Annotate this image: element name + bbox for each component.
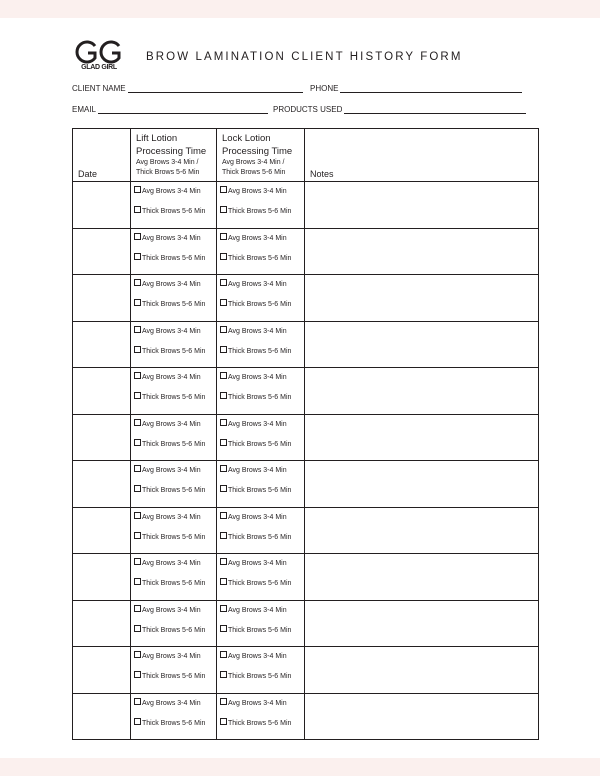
lift-lotion-thick-option[interactable]: [131, 388, 216, 408]
date-cell[interactable]: [73, 321, 131, 368]
lift-lotion-avg-option[interactable]: [131, 647, 216, 667]
gg-monogram-icon: [74, 40, 124, 64]
lock-lotion-options: [217, 461, 305, 508]
table-row: [73, 554, 539, 601]
notes-header: Notes: [305, 129, 539, 182]
checkbox-icon[interactable]: [220, 279, 227, 286]
date-cell[interactable]: [73, 461, 131, 508]
option-label: Avg Brows 3-4 Min: [228, 467, 287, 474]
lock-lotion-header: [217, 129, 305, 182]
lift-lotion-options: [131, 461, 217, 508]
option-label: Thick Brows 5-6 Min: [142, 719, 206, 727]
option-label: Avg Brows 3-4 Min: [142, 513, 201, 521]
notes-cell[interactable]: [305, 693, 539, 740]
checkbox-icon[interactable]: [220, 233, 227, 240]
lift-lotion-thick-option[interactable]: [131, 202, 216, 222]
option-label: Thick Brows 5-6 Min: [228, 347, 292, 355]
checkbox-icon[interactable]: [134, 605, 141, 612]
client-name-line[interactable]: [128, 84, 303, 93]
notes-cell[interactable]: [305, 275, 539, 322]
lift-lotion-options: [131, 414, 217, 461]
lock-lotion-thick-option[interactable]: [217, 528, 304, 548]
lock-lotion-options: [217, 182, 305, 229]
checkbox-icon[interactable]: [220, 419, 227, 426]
date-cell[interactable]: [73, 693, 131, 740]
lock-lotion-avg-option[interactable]: [217, 182, 304, 202]
option-label: Thick Brows 5-6 Min: [142, 626, 206, 634]
checkbox-icon[interactable]: [134, 186, 141, 193]
checkbox-icon[interactable]: [134, 346, 141, 353]
header-row: [73, 129, 539, 182]
checkbox-icon[interactable]: [220, 299, 227, 306]
date-header: Date: [73, 129, 131, 182]
lift-lotion-thick-option[interactable]: [131, 528, 216, 548]
checkbox-icon[interactable]: [134, 299, 141, 306]
option-label: Thick Brows 5-6 Min: [142, 347, 206, 355]
option-label: Avg Brows 3-4 Min: [228, 420, 287, 428]
lock-lotion-thick-option[interactable]: [217, 574, 304, 594]
notes-cell[interactable]: [305, 368, 539, 415]
checkbox-icon[interactable]: [220, 326, 227, 333]
lock-lotion-options: [217, 228, 305, 275]
lock-lotion-thick-option[interactable]: [217, 342, 304, 362]
lock-lotion-avg-option[interactable]: [217, 554, 304, 574]
lift-lotion-options: [131, 182, 217, 229]
checkbox-icon[interactable]: [220, 206, 227, 213]
option-label: Thick Brows 5-6 Min: [142, 487, 206, 494]
date-cell[interactable]: [73, 275, 131, 322]
lift-lotion-options: [131, 368, 217, 415]
lock-lotion-avg-option[interactable]: [217, 229, 304, 249]
option-label: Avg Brows 3-4 Min: [142, 374, 201, 381]
lift-lotion-avg-option[interactable]: [131, 322, 216, 342]
glad-girl-logo: [74, 40, 124, 76]
date-cell[interactable]: [73, 182, 131, 229]
lift-lotion-avg-option[interactable]: [131, 694, 216, 714]
option-label: Avg Brows 3-4 Min: [142, 188, 201, 195]
option-label: Thick Brows 5-6 Min: [228, 626, 292, 634]
lift-lotion-options: [131, 507, 217, 554]
lock-lotion-subtitle: Avg Brows 3-4 Min / Thick Brows 5-6 Min: [222, 159, 286, 176]
table-row: [73, 461, 539, 508]
lock-lotion-options: [217, 414, 305, 461]
option-label: Avg Brows 3-4 Min: [228, 606, 287, 614]
option-label: Avg Brows 3-4 Min: [228, 188, 287, 195]
lift-lotion-avg-option[interactable]: [131, 554, 216, 574]
phone-field[interactable]: [310, 84, 522, 93]
date-cell[interactable]: [73, 368, 131, 415]
lift-lotion-subtitle: Avg Brows 3-4 Min / Thick Brows 5-6 Min: [136, 159, 200, 176]
option-label: Thick Brows 5-6 Min: [228, 394, 292, 401]
lock-lotion-avg-option[interactable]: [217, 508, 304, 528]
lift-lotion-options: [131, 554, 217, 601]
option-label: Thick Brows 5-6 Min: [142, 533, 206, 541]
option-label: Thick Brows 5-6 Min: [142, 394, 206, 401]
checkbox-icon[interactable]: [220, 532, 227, 539]
date-cell[interactable]: [73, 228, 131, 275]
option-label: Thick Brows 5-6 Min: [142, 580, 206, 587]
lift-lotion-avg-option[interactable]: [131, 182, 216, 202]
lock-lotion-options: [217, 321, 305, 368]
notes-cell[interactable]: [305, 228, 539, 275]
checkbox-icon[interactable]: [220, 439, 227, 446]
checkbox-icon[interactable]: [220, 578, 227, 585]
option-label: Avg Brows 3-4 Min: [228, 281, 287, 288]
option-label: Avg Brows 3-4 Min: [142, 420, 201, 428]
checkbox-icon[interactable]: [134, 532, 141, 539]
lock-lotion-thick-option[interactable]: [217, 388, 304, 408]
option-label: Thick Brows 5-6 Min: [142, 208, 206, 215]
option-label: Thick Brows 5-6 Min: [228, 254, 292, 262]
checkbox-icon[interactable]: [134, 419, 141, 426]
lift-lotion-avg-option[interactable]: [131, 601, 216, 621]
phone-label: PHONE: [310, 84, 339, 93]
option-label: Thick Brows 5-6 Min: [142, 673, 206, 680]
checkbox-icon[interactable]: [220, 485, 227, 492]
logo-wordmark: GLAD GIRL: [81, 64, 117, 71]
table-row: [73, 368, 539, 415]
table-row: [73, 321, 539, 368]
lock-lotion-options: [217, 507, 305, 554]
lift-lotion-thick-option[interactable]: [131, 342, 216, 362]
option-label: Thick Brows 5-6 Min: [228, 719, 292, 727]
lift-lotion-avg-option[interactable]: [131, 368, 216, 388]
checkbox-icon[interactable]: [134, 439, 141, 446]
lift-lotion-thick-option[interactable]: [131, 295, 216, 315]
option-label: Avg Brows 3-4 Min: [142, 327, 201, 335]
table-row: [73, 507, 539, 554]
lock-lotion-options: [217, 647, 305, 694]
option-label: Avg Brows 3-4 Min: [228, 513, 287, 521]
table-row: [73, 693, 539, 740]
notes-cell[interactable]: [305, 182, 539, 229]
lift-lotion-thick-option[interactable]: [131, 435, 216, 455]
checkbox-icon[interactable]: [134, 558, 141, 565]
lock-lotion-avg-option[interactable]: [217, 694, 304, 714]
lift-lotion-title: Lift Lotion Processing Time: [136, 133, 207, 157]
option-label: Avg Brows 3-4 Min: [228, 560, 287, 567]
table-row: [73, 182, 539, 229]
lift-lotion-options: [131, 275, 217, 322]
checkbox-icon[interactable]: [134, 326, 141, 333]
checkbox-icon[interactable]: [134, 253, 141, 260]
lock-lotion-options: [217, 368, 305, 415]
lock-lotion-thick-option[interactable]: [217, 249, 304, 269]
lift-lotion-thick-option[interactable]: [131, 574, 216, 594]
date-cell[interactable]: [73, 600, 131, 647]
notes-cell[interactable]: [305, 554, 539, 601]
table-row: [73, 228, 539, 275]
notes-cell[interactable]: [305, 461, 539, 508]
checkbox-icon[interactable]: [134, 392, 141, 399]
lift-lotion-options: [131, 693, 217, 740]
option-label: Avg Brows 3-4 Min: [142, 606, 201, 614]
date-cell[interactable]: [73, 414, 131, 461]
option-label: Avg Brows 3-4 Min: [228, 327, 287, 335]
option-label: Avg Brows 3-4 Min: [142, 281, 201, 288]
checkbox-icon[interactable]: [134, 372, 141, 379]
option-label: Avg Brows 3-4 Min: [228, 699, 287, 707]
option-label: Thick Brows 5-6 Min: [142, 440, 206, 448]
lock-lotion-thick-option[interactable]: [217, 435, 304, 455]
checkbox-icon[interactable]: [134, 578, 141, 585]
email-field[interactable]: [72, 105, 268, 114]
checkbox-icon[interactable]: [134, 279, 141, 286]
checkbox-icon[interactable]: [220, 253, 227, 260]
checkbox-icon[interactable]: [220, 625, 227, 632]
lift-lotion-header: [131, 129, 217, 182]
lift-lotion-thick-option[interactable]: [131, 714, 216, 734]
lift-lotion-thick-option[interactable]: [131, 621, 216, 641]
lift-lotion-avg-option[interactable]: [131, 508, 216, 528]
lock-lotion-thick-option[interactable]: [217, 714, 304, 734]
lift-lotion-avg-option[interactable]: [131, 461, 216, 481]
table-row: [73, 275, 539, 322]
checkbox-icon[interactable]: [220, 465, 227, 472]
notes-cell[interactable]: [305, 414, 539, 461]
checkbox-icon[interactable]: [220, 605, 227, 612]
email-line[interactable]: [98, 105, 268, 114]
lock-lotion-avg-option[interactable]: [217, 415, 304, 435]
checkbox-icon[interactable]: [134, 465, 141, 472]
lock-lotion-options: [217, 693, 305, 740]
option-label: Thick Brows 5-6 Min: [228, 301, 292, 308]
option-label: Avg Brows 3-4 Min: [142, 653, 201, 660]
lift-lotion-avg-option[interactable]: [131, 229, 216, 249]
history-table: [72, 128, 539, 740]
checkbox-icon[interactable]: [220, 558, 227, 565]
lock-lotion-avg-option[interactable]: [217, 275, 304, 295]
lock-lotion-avg-option[interactable]: [217, 322, 304, 342]
checkbox-icon[interactable]: [134, 485, 141, 492]
lift-lotion-thick-option[interactable]: [131, 481, 216, 501]
option-label: Thick Brows 5-6 Min: [228, 487, 292, 494]
lift-lotion-options: [131, 321, 217, 368]
checkbox-icon[interactable]: [134, 625, 141, 632]
lift-lotion-avg-option[interactable]: [131, 415, 216, 435]
email-label: EMAIL: [72, 105, 97, 114]
lock-lotion-thick-option[interactable]: [217, 481, 304, 501]
checkbox-icon[interactable]: [134, 512, 141, 519]
option-label: Avg Brows 3-4 Min: [228, 234, 287, 242]
lock-lotion-avg-option[interactable]: [217, 647, 304, 667]
lock-lotion-title: Lock Lotion Processing Time: [222, 133, 293, 157]
checkbox-icon[interactable]: [220, 346, 227, 353]
table-row: [73, 600, 539, 647]
date-cell[interactable]: [73, 554, 131, 601]
checkbox-icon[interactable]: [134, 718, 141, 725]
checkbox-icon[interactable]: [134, 671, 141, 678]
products-used-field[interactable]: [273, 105, 526, 114]
option-label: Thick Brows 5-6 Min: [228, 533, 292, 541]
lock-lotion-thick-option[interactable]: [217, 621, 304, 641]
lock-lotion-avg-option[interactable]: [217, 461, 304, 481]
lift-lotion-thick-option[interactable]: [131, 249, 216, 269]
notes-cell[interactable]: [305, 647, 539, 694]
lock-lotion-options: [217, 275, 305, 322]
lock-lotion-options: [217, 600, 305, 647]
notes-cell[interactable]: [305, 321, 539, 368]
option-label: Thick Brows 5-6 Min: [228, 580, 292, 587]
option-label: Thick Brows 5-6 Min: [142, 254, 206, 262]
checkbox-icon[interactable]: [220, 698, 227, 705]
option-label: Thick Brows 5-6 Min: [228, 440, 292, 448]
checkbox-icon[interactable]: [134, 651, 141, 658]
checkbox-icon[interactable]: [220, 512, 227, 519]
lock-lotion-avg-option[interactable]: [217, 368, 304, 388]
option-label: Thick Brows 5-6 Min: [142, 301, 206, 308]
option-label: Avg Brows 3-4 Min: [228, 653, 287, 660]
option-label: Avg Brows 3-4 Min: [228, 374, 287, 381]
form-title: BROW LAMINATION CLIENT HISTORY FORM: [146, 51, 463, 63]
table-row: [73, 647, 539, 694]
date-cell[interactable]: [73, 507, 131, 554]
checkbox-icon[interactable]: [220, 186, 227, 193]
notes-cell[interactable]: [305, 600, 539, 647]
lock-lotion-options: [217, 554, 305, 601]
checkbox-icon[interactable]: [220, 651, 227, 658]
option-label: Thick Brows 5-6 Min: [228, 208, 292, 215]
lift-lotion-options: [131, 600, 217, 647]
lift-lotion-thick-option[interactable]: [131, 667, 216, 687]
client-name-field[interactable]: [72, 84, 303, 93]
products-used-label: PRODUCTS USED: [273, 105, 343, 114]
checkbox-icon[interactable]: [220, 718, 227, 725]
checkbox-icon[interactable]: [220, 372, 227, 379]
date-cell[interactable]: [73, 647, 131, 694]
option-label: Avg Brows 3-4 Min: [142, 467, 201, 474]
option-label: Avg Brows 3-4 Min: [142, 699, 201, 707]
lock-lotion-thick-option[interactable]: [217, 667, 304, 687]
client-name-label: CLIENT NAME: [72, 84, 126, 93]
checkbox-icon[interactable]: [220, 392, 227, 399]
phone-line[interactable]: [340, 84, 522, 93]
checkbox-icon[interactable]: [134, 233, 141, 240]
lift-lotion-avg-option[interactable]: [131, 275, 216, 295]
option-label: Thick Brows 5-6 Min: [228, 673, 292, 680]
option-label: Avg Brows 3-4 Min: [142, 234, 201, 242]
lock-lotion-thick-option[interactable]: [217, 295, 304, 315]
lock-lotion-thick-option[interactable]: [217, 202, 304, 222]
option-label: Avg Brows 3-4 Min: [142, 560, 201, 567]
lift-lotion-options: [131, 647, 217, 694]
notes-cell[interactable]: [305, 507, 539, 554]
lock-lotion-avg-option[interactable]: [217, 601, 304, 621]
checkbox-icon[interactable]: [220, 671, 227, 678]
products-used-line[interactable]: [344, 105, 526, 114]
table-row: [73, 414, 539, 461]
checkbox-icon[interactable]: [134, 698, 141, 705]
lift-lotion-options: [131, 228, 217, 275]
checkbox-icon[interactable]: [134, 206, 141, 213]
